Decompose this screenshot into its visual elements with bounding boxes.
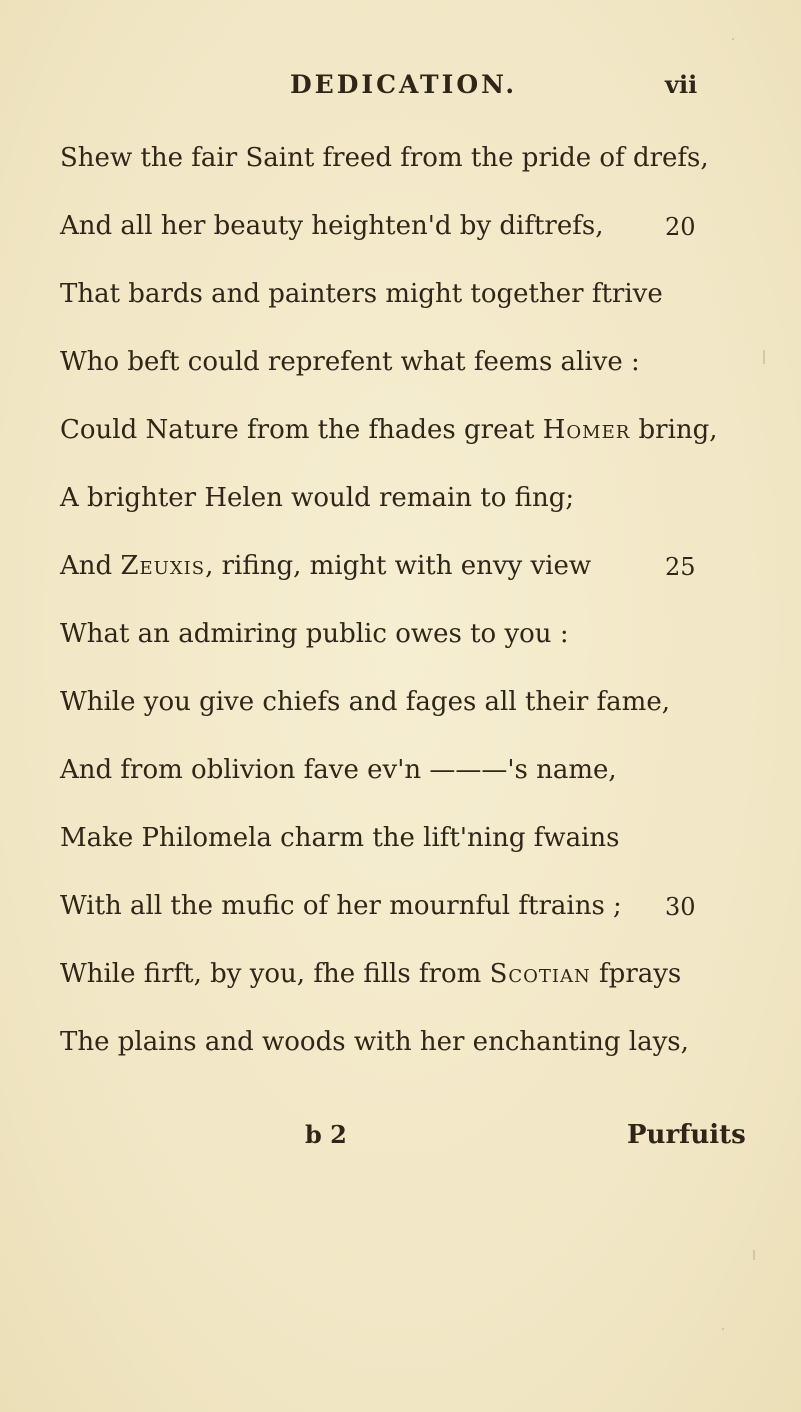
line-number: 30 — [665, 893, 696, 921]
poem-line: Shew the fair Saint freed from the pride of drefs, — [60, 143, 709, 173]
poem-line: And from oblivion fave ev'n ———'s name, — [60, 755, 617, 785]
paper-speck — [763, 350, 765, 364]
poem-line: While firft, by you, fhe fills from Scotian fprays — [60, 959, 682, 989]
line-number: 25 — [665, 553, 696, 581]
page-number: vii — [665, 70, 698, 99]
poem-line: That bards and painters might together ftrive — [60, 279, 663, 309]
poem-line: The plains and woods with her enchanting lays, — [60, 1027, 689, 1057]
poem-line: While you give chiefs and fages all their fame, — [60, 687, 670, 717]
signature-mark: b 2 — [305, 1120, 347, 1149]
paper-speck — [753, 1250, 755, 1260]
running-head: DEDICATION. — [290, 70, 518, 99]
poem-line: Make Philomela charm the lift'ning fwains — [60, 823, 620, 853]
poem-line: What an admiring public owes to you : — [60, 619, 569, 649]
poem-line: A brighter Helen would remain to fing; — [60, 483, 575, 513]
poem-line: And Zeuxis, rifing, might with envy view — [60, 551, 592, 581]
paper-speck — [732, 38, 734, 40]
poem-line: Who beft could reprefent what feems alive : — [60, 347, 640, 377]
poem-line: Could Nature from the fhades great Homer bring, — [60, 415, 718, 445]
poem-line: And all her beauty heighten'd by diftrefs, — [60, 211, 604, 241]
poem-line: With all the mufic of her mournful ftrains ; — [60, 891, 622, 921]
line-number: 20 — [665, 213, 696, 241]
catchword: Purfuits — [627, 1120, 746, 1150]
paper-speck — [722, 1328, 724, 1330]
page-header — [0, 70, 801, 110]
